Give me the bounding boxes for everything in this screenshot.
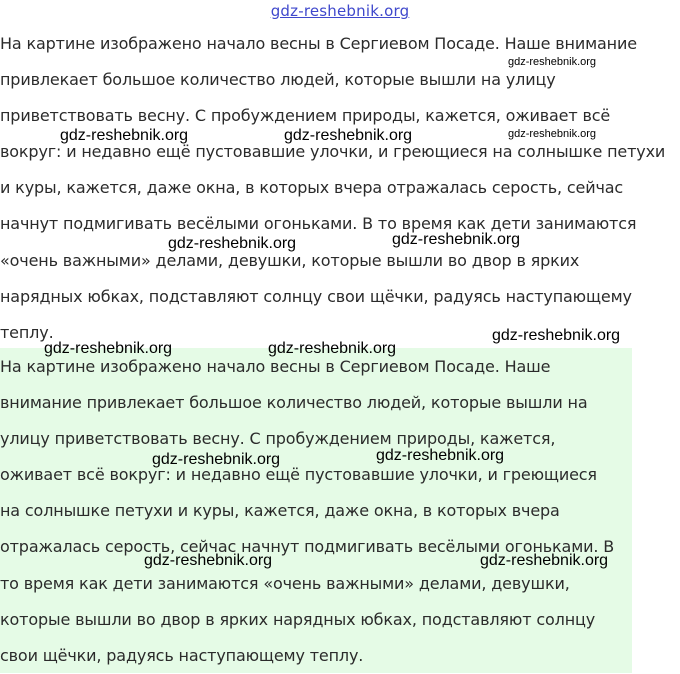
paragraph-2-line: оживает всё вокруг: и недавно ещё пустовавшие улочки, и греющиеся xyxy=(0,465,597,485)
watermark-text: gdz-reshebnik.org xyxy=(152,451,281,468)
paragraph-1-line: теплу. xyxy=(0,322,54,342)
watermark-text: gdz-reshebnik.org xyxy=(168,235,297,252)
watermark-text: gdz-reshebnik.org xyxy=(60,127,189,144)
paragraph-2-line: свои щёчки, радуясь наступающему теплу. xyxy=(0,645,364,665)
paragraph-2-line: отражалась серость, сейчас начнут подмигивать весёлыми огоньками. В xyxy=(0,537,615,557)
watermark-text: gdz-reshebnik.org xyxy=(44,340,173,357)
paragraph-1-line: начнут подмигивать весёлыми огоньками. В то время как дети занимаются xyxy=(0,214,637,234)
paragraph-2-line: которые вышли во двор в ярких нарядных юбках, подставляют солнцу xyxy=(0,609,596,629)
paragraph-1-line: На картине изображено начало весны в Сергиевом Посаде. Наше внимание xyxy=(0,34,637,53)
paragraph-1-line: привлекает большое количество людей, которые вышли на улицу xyxy=(0,70,556,90)
paragraph-1-line: вокруг: и недавно ещё пустовавшие улочки, и греющиеся на солнышке петухи xyxy=(0,142,666,162)
watermark-text: gdz-reshebnik.org xyxy=(268,340,397,357)
watermark-text: gdz-reshebnik.org xyxy=(376,447,505,464)
watermark-text: gdz-reshebnik.org xyxy=(284,127,413,144)
essay-paragraph-1 xyxy=(0,26,680,351)
watermark-text: gdz-reshebnik.org xyxy=(492,327,621,344)
watermark-text: gdz-reshebnik.org xyxy=(480,552,609,569)
paragraph-2-line: на солнышке петухи и куры, кажется, даже окна, в которых вчера xyxy=(0,501,560,521)
header-watermark-link[interactable]: gdz-reshebnik.org xyxy=(270,2,410,20)
paragraph-1-line: «очень важными» делами, девушки, которые вышли во двор в ярких xyxy=(0,250,580,270)
paragraph-1-line: нарядных юбках, подставляют солнцу свои щёчки, радуясь наступающему xyxy=(0,286,632,306)
essay-paragraph-2 xyxy=(0,349,632,674)
watermark-text: gdz-reshebnik.org xyxy=(508,56,597,68)
paragraph-2-line: На картине изображено начало весны в Сергиевом Посаде. Наше xyxy=(0,357,551,376)
paragraph-2-line: внимание привлекает большое количество людей, которые вышли на xyxy=(0,393,588,413)
watermark-text: gdz-reshebnik.org xyxy=(508,128,597,140)
paragraph-2-line: то время как дети занимаются «очень важными» делами, девушки, xyxy=(0,573,570,593)
watermark-text: gdz-reshebnik.org xyxy=(144,552,273,569)
paragraph-2-line: улицу приветствовать весну. С пробуждением природы, кажется, xyxy=(0,429,556,449)
paragraph-1-line: приветствовать весну. С пробуждением природы, кажется, оживает всё xyxy=(0,106,611,126)
watermark-text: gdz-reshebnik.org xyxy=(392,231,521,248)
paragraph-1-line: и куры, кажется, даже окна, в которых вчера отражалась серость, сейчас xyxy=(0,178,624,198)
